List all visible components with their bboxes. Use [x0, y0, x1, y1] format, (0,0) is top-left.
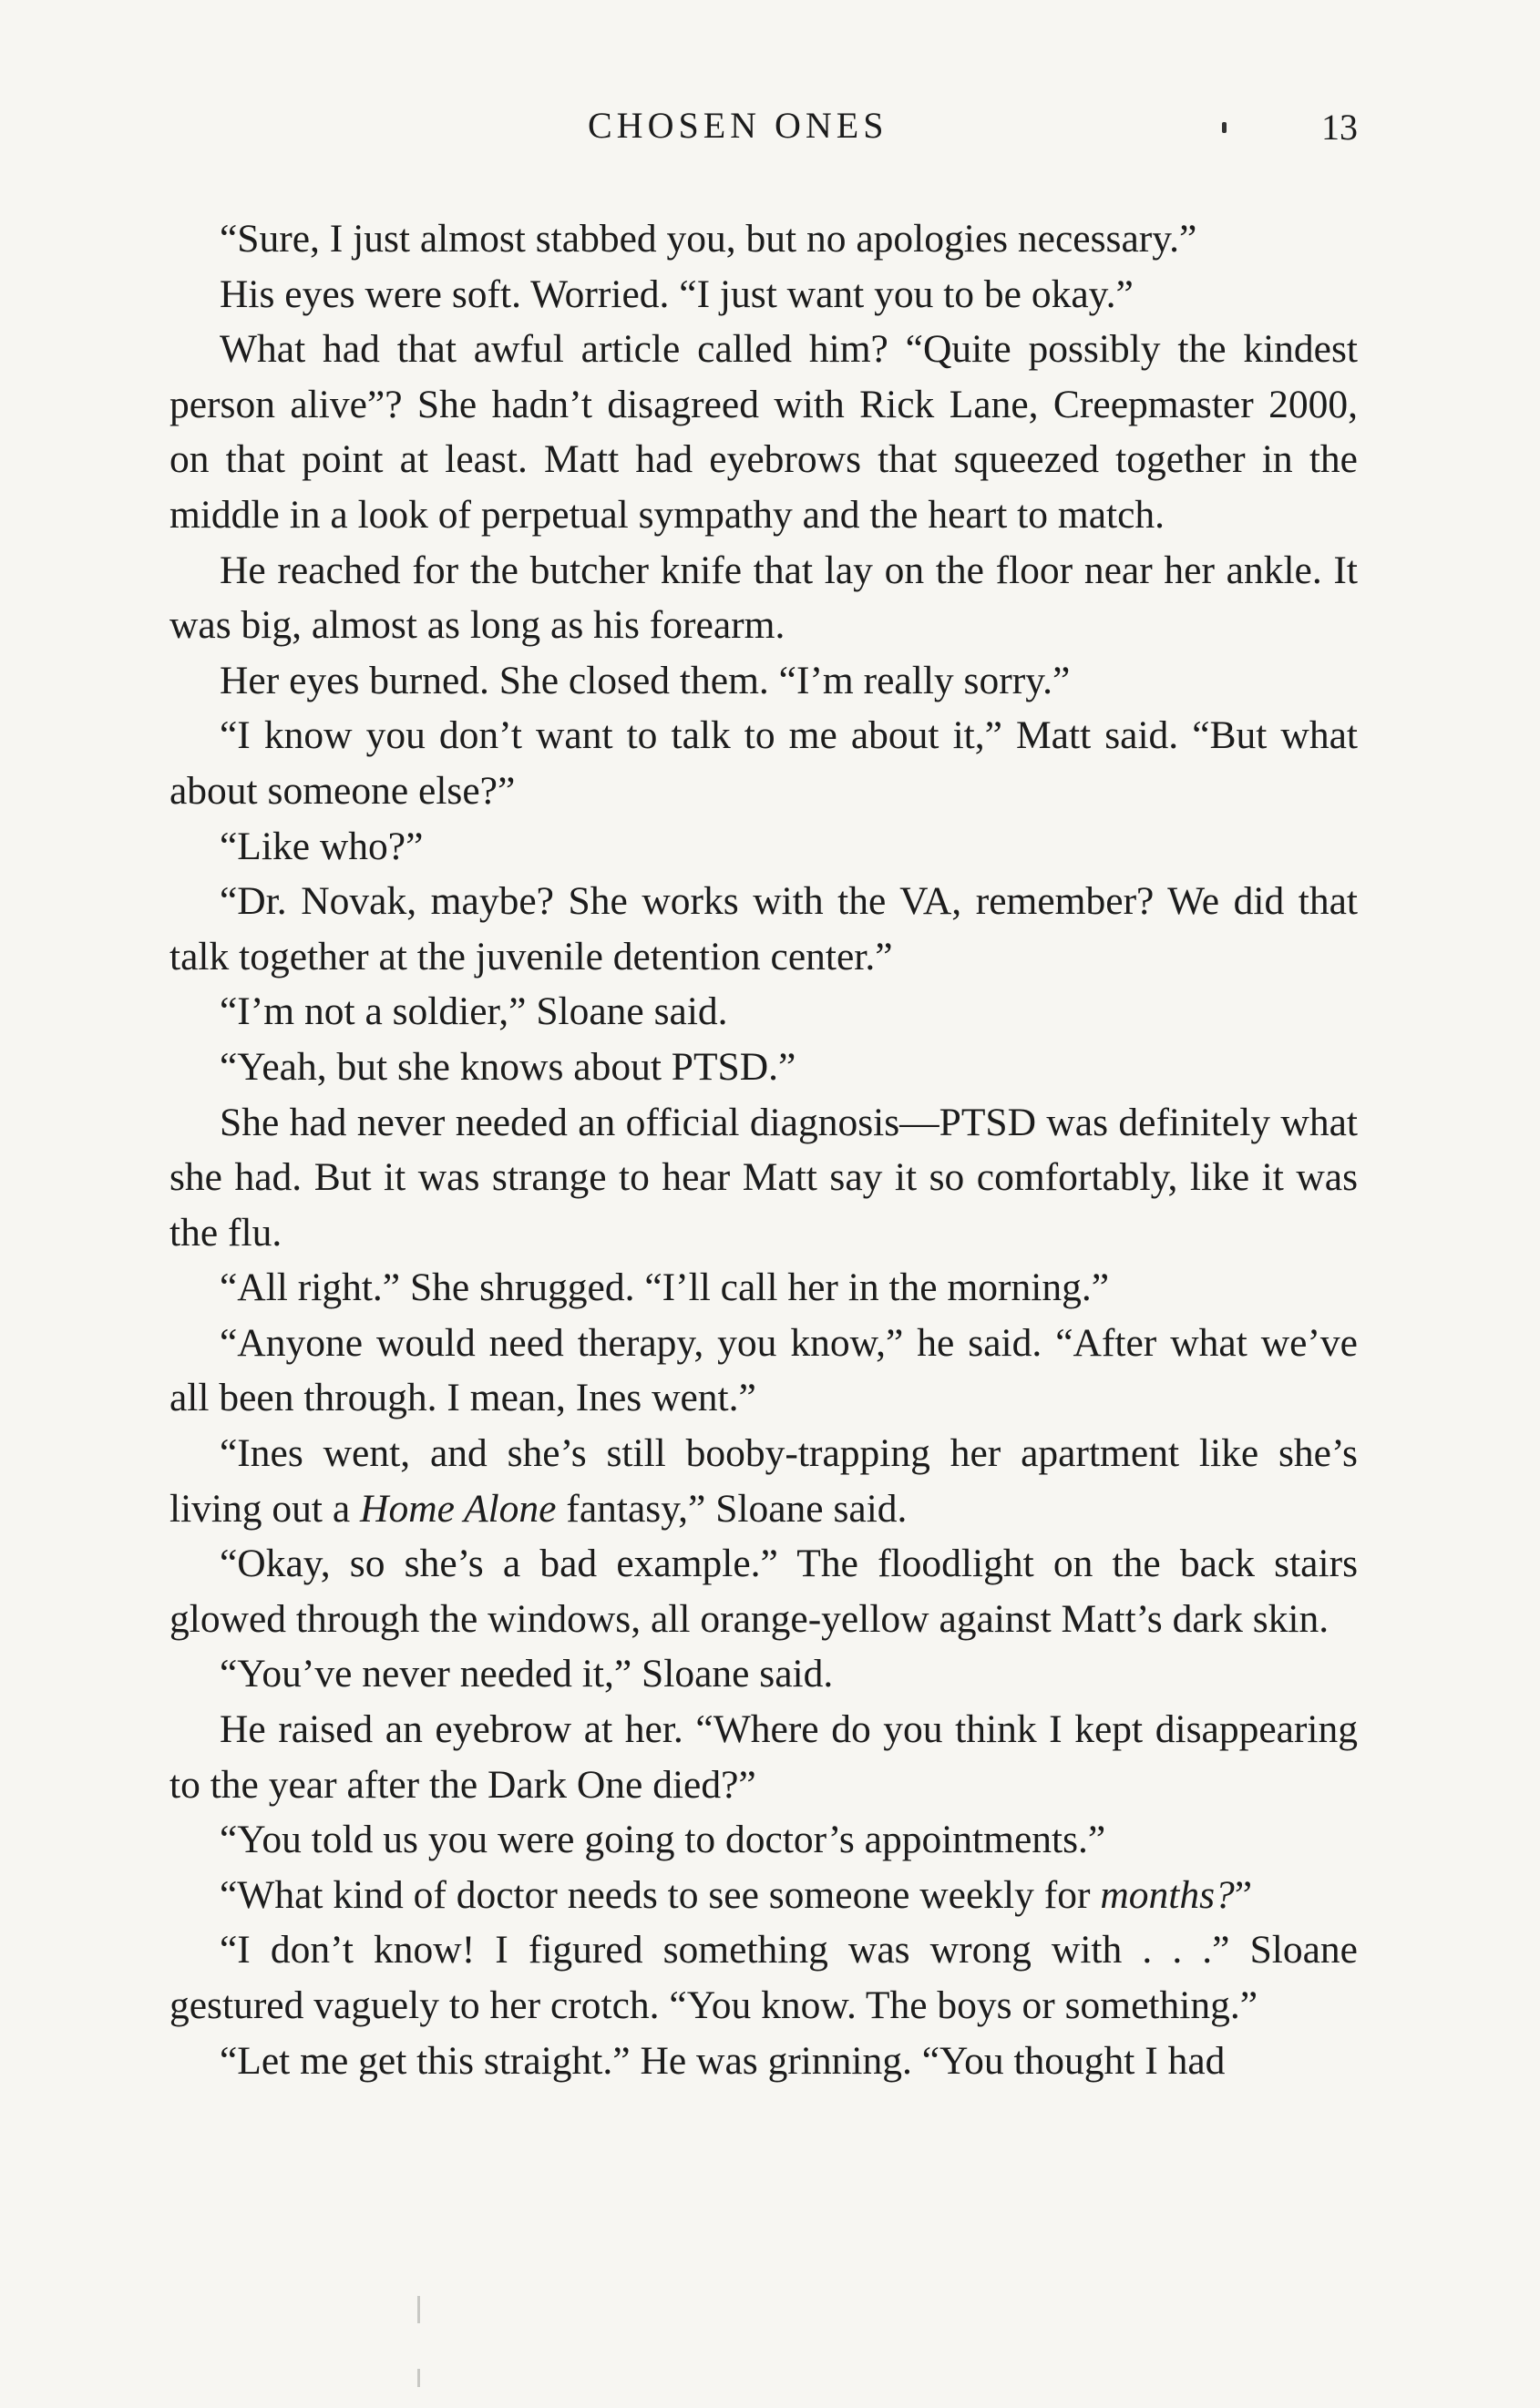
paragraph: What had that awful article called him? “Quite possibly the kindest person alive”? She hadn’t disagreed with Rick Lane, Creepmaster 2000, on that point at least. Matt had eyebrows that squeezed together in the middle in a look of perpetual sympathy and the heart to match.: [169, 327, 1358, 537]
paragraph: [169, 1868, 1358, 1923]
body-text: [169, 211, 1358, 2088]
italic-word: months?: [1100, 1872, 1235, 1917]
paragraph-text: fantasy,” Sloane said.: [556, 1486, 908, 1531]
italic-title: Home Alone: [360, 1486, 557, 1531]
paragraph: “All right.” She shrugged. “I’ll call her in the morning.”: [220, 1265, 1110, 1310]
paragraph: He raised an eyebrow at her. “Where do you think I kept disappearing to the year after the Dark One died?”: [169, 1707, 1358, 1807]
paragraph: “I’m not a soldier,” Sloane said.: [220, 989, 728, 1034]
paragraph: “I don’t know! I figured something was wrong with . . .” Sloane gestured vaguely to her crotch. “You know. The boys or something.”: [169, 1928, 1358, 2027]
header-ornament: [1222, 122, 1227, 133]
paragraph-text: “Ines went, and she’s still booby-trapping her apartment like she’s living out a: [169, 1431, 1358, 1531]
paragraph: “Sure, I just almost stabbed you, but no apologies necessary.”: [220, 217, 1197, 261]
paragraph: “Anyone would need therapy, you know,” he said. “After what we’ve all been through. I mean, Ines went.”: [169, 1320, 1358, 1420]
paragraph-text: “What kind of doctor needs to see someone weekly for: [220, 1872, 1101, 1917]
scan-artifact: [417, 2296, 420, 2323]
paragraph: “You told us you were going to doctor’s appointments.”: [220, 1818, 1106, 1862]
paragraph: Her eyes burned. She closed them. “I’m really sorry.”: [220, 658, 1071, 702]
scan-artifact: [417, 2369, 420, 2387]
paragraph: “Okay, so she’s a bad example.” The floodlight on the back stairs glowed through the windows, all orange-yellow against Matt’s dark skin.: [169, 1542, 1358, 1641]
page-number: 13: [1321, 107, 1358, 148]
paragraph: He reached for the butcher knife that lay on the floor near her ankle. It was big, almost as long as his forearm.: [169, 548, 1358, 648]
paragraph: His eyes were soft. Worried. “I just want you to be okay.”: [220, 272, 1134, 316]
paragraph: “Dr. Novak, maybe? She works with the VA, remember? We did that talk together at the juvenile detention center.”: [169, 879, 1358, 979]
paragraph: [169, 1426, 1358, 1536]
paragraph: “You’ve never needed it,” Sloane said.: [220, 1652, 834, 1696]
running-head: [0, 98, 1540, 153]
paragraph-text: ”: [1234, 1872, 1253, 1917]
paragraph: She had never needed an official diagnosis—PTSD was definitely what she had. But it was strange to hear Matt say it so comfortably, like it was the flu.: [169, 1100, 1358, 1255]
paragraph: “Like who?”: [220, 824, 424, 868]
paragraph: “Yeah, but she knows about PTSD.”: [220, 1044, 796, 1089]
paragraph: “I know you don’t want to talk to me about it,” Matt said. “But what about someone else?”: [169, 713, 1358, 813]
paragraph: “Let me get this straight.” He was grinning. “You thought I had: [220, 2038, 1226, 2083]
book-title: CHOSEN ONES: [588, 105, 888, 146]
